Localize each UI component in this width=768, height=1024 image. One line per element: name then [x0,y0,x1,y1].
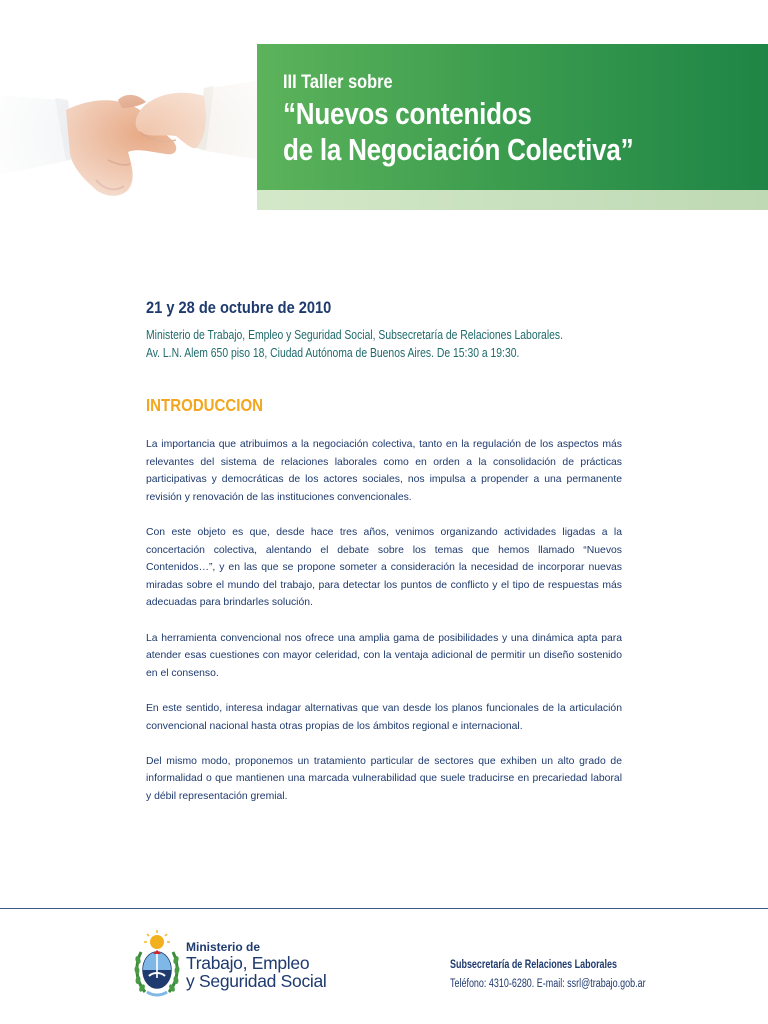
ministry-line-2: Trabajo, Empleo [186,953,310,973]
ministry-line-1: Ministerio de [186,940,261,954]
event-title-line-1: “Nuevos contenidos [283,96,532,131]
body-paragraph: En este sentido, interesa indagar alternativas que van desde los planos funcionales de la articulación convencional nacional hasta otras propias de los ámbitos regional e internacional. [146,702,622,732]
coat-of-arms-icon [133,928,181,1000]
section-title: INTRODUCCION [146,395,264,415]
contact-department: Subsecretaría de Relaciones Laborales [450,959,618,971]
contact-phone-email[interactable]: Teléfono: 4310-6280. E-mail: ssrl@trabajo.gob.ar [450,978,646,990]
ministry-line-3: y Seguridad Social [186,971,327,991]
event-dates: 21 y 28 de octubre de 2010 [146,298,332,317]
event-venue [146,326,563,362]
body-paragraph: Del mismo modo, proponemos un tratamiento particular de sectores que exhiben un alto grado de informalidad o que mantienen una marcada vulnerabilidad que suele traducirse en precariedad laboral y débil representación gremial. [146,755,622,802]
footer-contact [450,956,646,994]
venue-line-1: Ministerio de Trabajo, Empleo y Seguridad Social, Subsecretaría de Relaciones Laborales. [146,328,563,342]
footer-divider [0,908,768,909]
body-paragraph: La herramienta convencional nos ofrece una amplia gama de posibilidades y una dinámica apta para atender esas cuestiones con mayor celeridad, con la ventaja adicional de permitir un diseño sostenido en el consenso. [146,632,622,679]
section-body [146,436,622,823]
body-paragraph: La importancia que atribuimos a la negociación colectiva, tanto en la regulación de los aspectos más relevantes del sistema de relaciones laborales como en orden a la consolidación de prácticas participativas y democráticas de los actores sociales, nos impulsa a propender a una permanente revisión y renovación de las instituciones convencionales. [146,439,622,503]
ministry-name [186,940,327,990]
venue-line-2: Av. L.N. Alem 650 piso 18, Ciudad Autónoma de Buenos Aires. De 15:30 a 19:30. [146,346,520,360]
event-pretitle: III Taller sobre [283,72,393,93]
event-title-line-2: de la Negociación Colectiva” [283,132,634,167]
banner-stripe [257,190,768,210]
title-banner [257,44,768,190]
body-paragraph: Con este objeto es que, desde hace tres años, venimos organizando actividades ligadas a la concertación colectiva, alentando el debate sobre los temas que hemos llamado “Nuevos Contenidos…”, y en las que se propone someter a consideración la necesidad de incorporar nuevas miradas sobre el mundo del trabajo, para detectar los puntos de conflicto y el tipo de respuestas más adecuadas para brindarles solución. [146,526,622,609]
handshake-image [0,40,262,210]
